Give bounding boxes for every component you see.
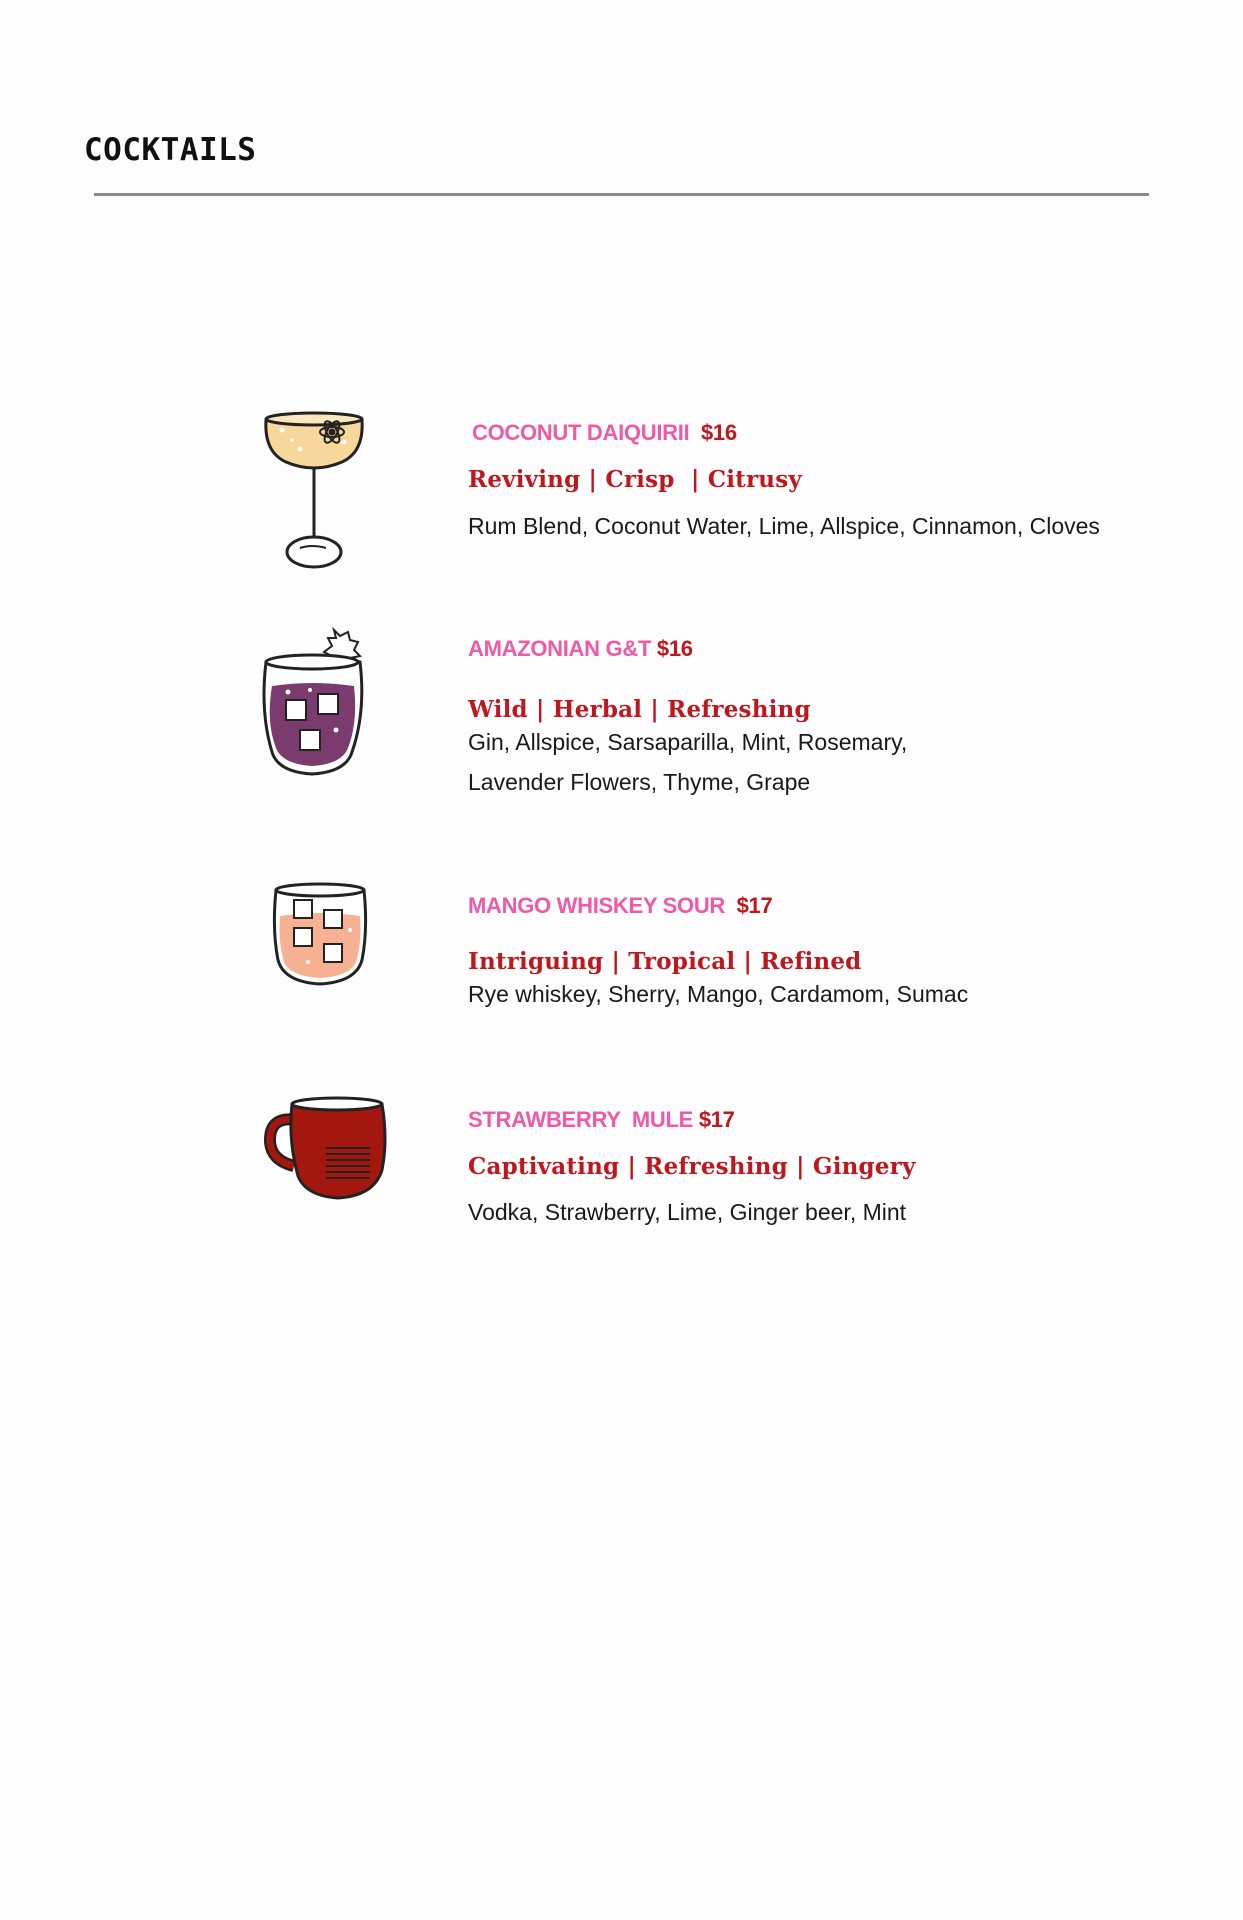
rocks-glass-icon xyxy=(268,870,372,990)
item-price: $16 xyxy=(700,420,737,445)
gin-glass-icon xyxy=(252,622,372,782)
item-price: $16 xyxy=(656,636,693,661)
item-name: AMAZONIAN G&T xyxy=(468,636,652,661)
item-name-line xyxy=(468,893,772,919)
item-ingredients: Gin, Allspice, Sarsaparilla, Mint, Rosemary, xyxy=(468,729,908,755)
item-name: COCONUT DAIQUIRII xyxy=(472,420,690,445)
item-ingredients: Lavender Flowers, Thyme, Grape xyxy=(468,769,811,795)
item-tags: Intriguing | Tropical | Refined xyxy=(468,948,862,975)
item-name: MANGO WHISKEY SOUR xyxy=(468,893,725,918)
item-name: STRAWBERRY MULE xyxy=(468,1107,693,1132)
item-tags: Wild | Herbal | Refreshing xyxy=(468,696,811,723)
item-ingredients: Rum Blend, Coconut Water, Lime, Allspice, Cinnamon, Cloves xyxy=(468,513,1100,539)
item-tags: Captivating | Refreshing | Gingery xyxy=(468,1153,916,1180)
coupe-glass-icon xyxy=(252,402,382,588)
item-ingredients: Rye whiskey, Sherry, Mango, Cardamom, Sumac xyxy=(468,981,969,1007)
item-name-line xyxy=(468,636,693,662)
page-title: COCKTAILS xyxy=(84,132,257,168)
item-price: $17 xyxy=(736,893,773,918)
item-tags: Reviving | Crisp | Citrusy xyxy=(468,466,802,493)
title-divider xyxy=(94,193,1149,196)
item-name-line xyxy=(472,420,737,446)
item-name-line xyxy=(468,1107,735,1133)
item-price: $17 xyxy=(698,1107,735,1132)
item-ingredients: Vodka, Strawberry, Lime, Ginger beer, Mint xyxy=(468,1199,907,1225)
mule-mug-icon xyxy=(264,1090,390,1202)
